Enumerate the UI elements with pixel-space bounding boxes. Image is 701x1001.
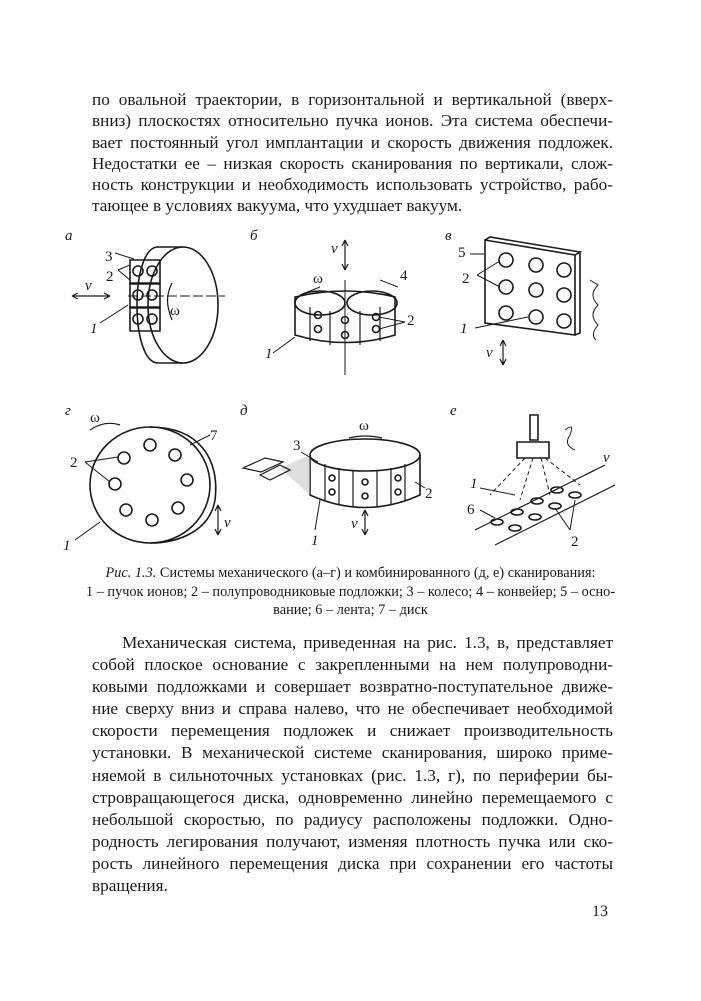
omega-label: ω: [170, 303, 180, 319]
text-line: няемой в сильноточных установках (рис. 1.3, г), по периферии бы-: [92, 765, 613, 785]
text-line: рость линейного перемещения диска при сохранении его частоты: [92, 853, 613, 873]
omega-label: ω: [313, 271, 323, 287]
callout-3: 3: [105, 249, 113, 265]
velocity-label: v: [224, 515, 231, 531]
callout-2: 2: [462, 271, 470, 287]
text-line: Механическая система, приведенная на рис. 1.3, в, представляет: [122, 633, 613, 652]
figure-panel-e: [445, 400, 625, 555]
text-line: вращения.: [92, 876, 168, 896]
text-line: собой плоское основание с закрепленными на нем полупроводни-: [92, 655, 613, 675]
text-line: ность конструкции и необходимость использовать устройство, рабо-: [92, 175, 613, 195]
omega-label: ω: [359, 418, 369, 434]
callout-1: 1: [265, 346, 273, 362]
callout-1: 1: [470, 476, 478, 492]
text-line: по овальной траектории, в горизонтальной и вертикальной (вверх-: [92, 90, 613, 109]
caption-line: 1 – пучок ионов; 2 – полупроводниковые подложки; 3 – колесо; 4 – конвейер; 5 – осно-: [85, 583, 616, 600]
callout-2: 2: [407, 313, 415, 329]
velocity-label: v: [486, 345, 493, 361]
callout-7: 7: [210, 428, 218, 444]
omega-label: ω: [90, 410, 100, 426]
caption-line: вание; 6 – лента; 7 – диск: [273, 602, 428, 618]
callout-1: 1: [311, 533, 319, 549]
callout-1: 1: [460, 321, 468, 337]
callout-2: 2: [571, 534, 579, 550]
text-line: стровращающегося диска, одновременно линейно перемещаемого с: [92, 787, 613, 807]
panel-letter: е: [450, 403, 457, 419]
figure-panel-g: [60, 400, 240, 555]
text-line: родность легирования получают, изменяя плотность пучка или ско-: [92, 831, 613, 851]
figure-panel-d: [235, 400, 440, 555]
text-line: ние сверху вниз и справа налево, что не обеспечивает необходимой: [92, 699, 613, 719]
figure-panel-b: [245, 225, 435, 375]
text-line: тающее в условиях вакуума, что ухудшает вакуум.: [92, 196, 463, 216]
text-line: Недостатки ее – низкая скорость сканирования по вертикали, слож-: [92, 153, 613, 173]
text-line: вниз) плоскостях относительно пучка ионов. Эта система обеспечи-: [92, 111, 613, 131]
panel-letter: в: [445, 228, 452, 244]
text-line: вает постоянный угол имплантации и скорость движения подложек.: [92, 132, 613, 152]
callout-6: 6: [467, 502, 475, 518]
velocity-label: v: [351, 516, 358, 532]
panel-letter: д: [240, 403, 248, 419]
figure-caption: [40, 564, 661, 620]
paragraph-1: [92, 89, 613, 217]
panel-letter: б: [250, 228, 258, 244]
callout-4: 4: [400, 268, 408, 284]
callout-2: 2: [106, 269, 114, 285]
velocity-label: v: [85, 278, 92, 294]
callout-1: 1: [90, 321, 98, 337]
callout-1: 1: [63, 538, 71, 554]
page-number: 13: [592, 903, 608, 920]
callout-2: 2: [70, 455, 78, 471]
callout-3: 3: [293, 438, 301, 454]
text-line: установки. В механической системе сканирования, широко приме-: [92, 743, 613, 763]
paragraph-2: [92, 632, 613, 897]
text-line: ковыми подложками и совершает возвратно-поступательное движе-: [92, 677, 613, 697]
text-line: небольшой скоростью, по радиусу расположены подложки. Одно-: [92, 809, 613, 829]
figure-panel-a: [60, 225, 240, 375]
caption-prefix: Рис. 1.3.: [105, 565, 157, 581]
callout-5: 5: [458, 245, 466, 261]
figure-panel-v: [440, 225, 620, 375]
caption-line: Системы механического (а–г) и комбинированного (д, е) сканирования:: [159, 565, 596, 581]
panel-letter: г: [65, 403, 71, 419]
panel-letter: а: [65, 228, 73, 244]
text-line: скорости перемещения подложек и снижает производительность: [92, 721, 613, 741]
callout-2: 2: [425, 486, 433, 502]
velocity-label: v: [603, 450, 610, 466]
velocity-label: v: [331, 241, 338, 257]
